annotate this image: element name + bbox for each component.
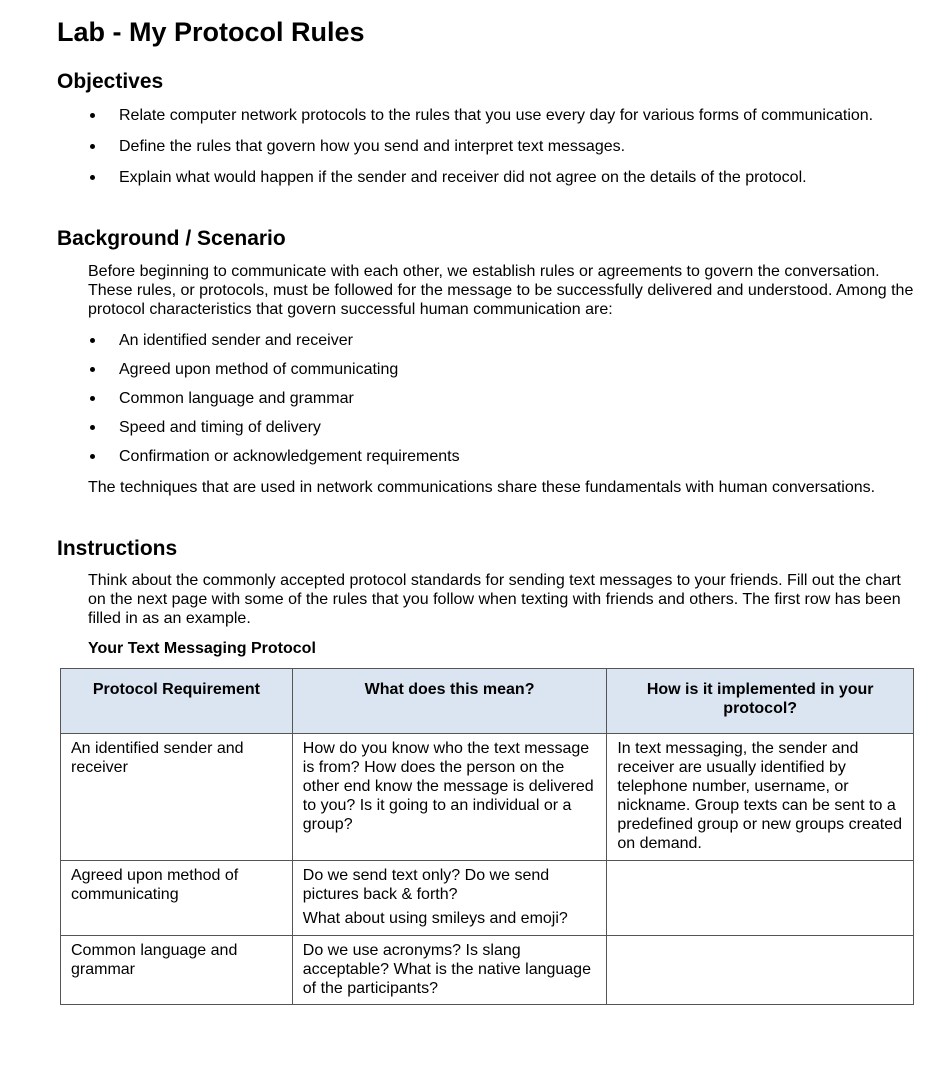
characteristics-list — [88, 331, 908, 466]
meaning-text: Do we use acronyms? Is slang acceptable? What is the native language of the participants? — [302, 942, 591, 997]
implementation-cell[interactable] — [607, 861, 914, 936]
table-row — [61, 734, 914, 861]
list-item: Speed and timing of delivery — [88, 418, 908, 437]
meaning-text: Do we send text only? Do we send pictures back & forth? — [302, 867, 550, 903]
instructions-text: Think about the commonly accepted protocol standards for sending text messages to your friends. Fill out the chart on the next page with some of the rules that you follow when texting with friends and others. The first row has been filled in as an example. — [88, 572, 901, 627]
table-header-row — [61, 669, 914, 734]
column-header: Protocol Requirement — [61, 669, 293, 734]
implementation-cell[interactable] — [607, 936, 914, 1005]
list-item: An identified sender and receiver — [88, 331, 908, 350]
requirement-cell: Agreed upon method of communicating — [61, 861, 293, 936]
list-item: Common language and grammar — [88, 389, 908, 408]
objectives-heading: Objectives — [57, 70, 164, 93]
table-title: Your Text Messaging Protocol — [88, 640, 316, 657]
meaning-cell — [292, 734, 607, 861]
requirement-cell: Common language and grammar — [61, 936, 293, 1005]
table-row — [61, 936, 914, 1005]
list-item: Agreed upon method of communicating — [88, 360, 908, 379]
objectives-list — [88, 106, 908, 187]
background-outro: The techniques that are used in network communications share these fundamentals with human conversations. — [88, 479, 876, 496]
meaning-text: How do you know who the text message is from? How does the person on the other end know the message is delivered to you? Is it going to an individual or a group? — [302, 740, 594, 833]
column-header: What does this mean? — [292, 669, 607, 734]
background-heading: Background / Scenario — [57, 227, 286, 250]
implementation-cell[interactable]: In text messaging, the sender and receiver are usually identified by telephone number, username, or nickname. Group texts can be sent to a predefined group or new groups created on demand. — [607, 734, 914, 861]
list-item: Define the rules that govern how you send and interpret text messages. — [88, 137, 908, 156]
background-intro: Before beginning to communicate with each other, we establish rules or agreements to govern the conversation. These rules, or protocols, must be followed for the message to be successfully delivered and understood. Among the protocol characteristics that govern successful human communication are: — [88, 263, 914, 318]
meaning-cell — [292, 936, 607, 1005]
protocol-table — [60, 668, 914, 1005]
instructions-heading: Instructions — [57, 537, 178, 560]
table-row — [61, 861, 914, 936]
list-item: Confirmation or acknowledgement requirements — [88, 447, 908, 466]
meaning-cell — [292, 861, 607, 936]
meaning-text: What about using smileys and emoji? — [302, 910, 568, 927]
page-title: Lab - My Protocol Rules — [57, 17, 365, 47]
list-item: Explain what would happen if the sender and receiver did not agree on the details of the protocol. — [88, 168, 908, 187]
column-header: How is it implemented in your protocol? — [607, 669, 914, 734]
list-item: Relate computer network protocols to the rules that you use every day for various forms of communication. — [88, 106, 908, 125]
requirement-cell: An identified sender and receiver — [61, 734, 293, 861]
